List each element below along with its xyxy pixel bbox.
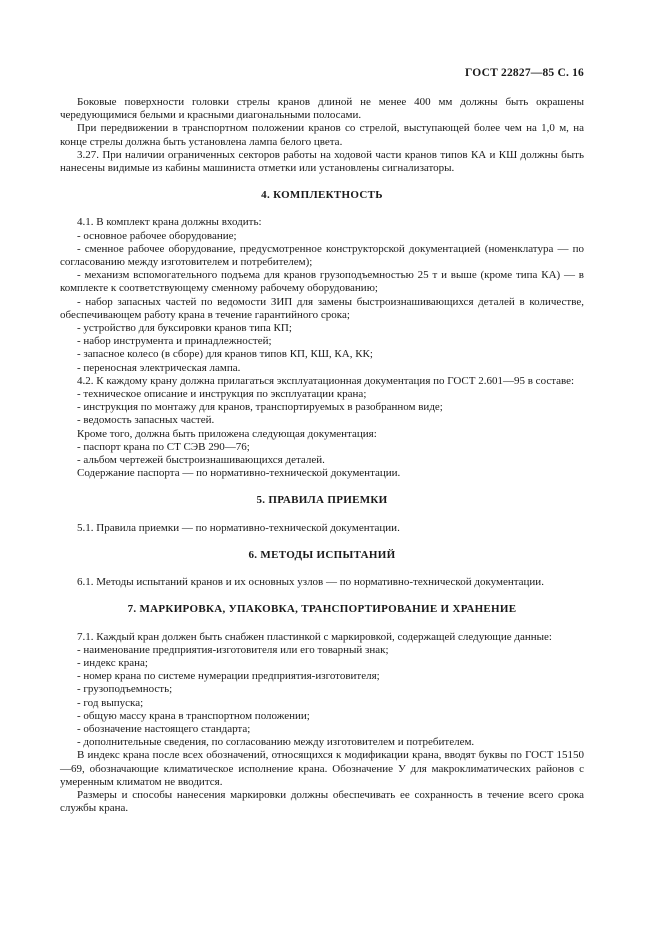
list-item: - дополнительные сведения, по согласованию между изготовителем и потребителем. [77,736,475,749]
paragraph: 5.1. Правила приемки — по нормативно-технической документации. [77,521,400,534]
paragraph: 6.1. Методы испытаний кранов и их основных узлов — по нормативно-технической документации. [77,576,544,589]
list-item: - механизм вспомогательного подъема для кранов грузоподъемностью 25 т и выше (кроме типа КА) — в комплекте к соответствующему сменному рабочему оборудованию; [60,269,584,295]
list-item: - общую массу крана в транспортном положении; [77,709,310,722]
list-item: - грузоподъемность; [77,683,173,696]
section-heading-4: 4. КОМПЛЕКТНОСТЬ [261,189,383,202]
list-item: - год выпуска; [77,696,144,709]
list-item: - техническое описание и инструкция по эксплуатации крана; [77,388,367,401]
list-item: - основное рабочее оборудование; [77,229,237,242]
list-item: - инструкция по монтажу для кранов, транспортируемых в разобранном виде; [77,401,443,414]
paragraph: Боковые поверхности головки стрелы кранов длиной не менее 400 мм должны быть окрашены чередующимися белыми и красными диагональными полосами. [60,96,584,122]
paragraph: В индекс крана после всех обозначений, относящихся к модификации крана, вводят буквы по ГОСТ 15150—69, обозначающие климатическое исполнение крана. Обозначение У для макроклиматических районов с умеренным климатом не вводится. [60,749,584,788]
paragraph: Кроме того, должна быть приложена следующая документация: [77,427,377,440]
list-item: - наименование предприятия-изготовителя или его товарный знак; [77,643,389,656]
paragraph: 7.1. Каждый кран должен быть снабжен пластинкой с маркировкой, содержащей следующие данные: [77,630,552,643]
list-item: - номер крана по системе нумерации предприятия-изготовителя; [77,670,380,683]
list-item: - устройство для буксировки кранов типа КП; [77,322,292,335]
paragraph: При передвижении в транспортном положении кранов со стрелой, выступающей более чем на 1,0 м, на конце стрелы должна быть установлена лампа белого цвета. [60,122,584,148]
list-item: - альбом чертежей быстроизнашивающихся деталей. [77,454,325,467]
section-heading-5: 5. ПРАВИЛА ПРИЕМКИ [256,494,388,507]
paragraph: 4.1. В комплект крана должны входить: [77,216,262,229]
paragraph: 3.27. При наличии ограниченных секторов работы на ходовой части кранов типов КА и КШ должны быть нанесены видимые из кабины машиниста отметки или установлены сигнализаторы. [60,148,584,175]
list-item: - обозначение настоящего стандарта; [77,722,251,735]
list-item: - набор запасных частей по ведомости ЗИП для замены быстроизнашивающихся деталей в количестве, обеспечивающем работу крана в течение гарантийного срока; [60,295,584,321]
list-item: - ведомость запасных частей. [77,414,215,427]
paragraph: Содержание паспорта — по нормативно-технической документации. [77,467,401,480]
list-item: - индекс крана; [77,656,148,669]
document-page [60,0,584,936]
document-body [60,96,584,815]
section-heading-7: 7. МАРКИРОВКА, УПАКОВКА, ТРАНСПОРТИРОВАНИЕ И ХРАНЕНИЕ [127,603,517,616]
page-header: ГОСТ 22827—85 С. 16 [465,67,584,79]
paragraph: Размеры и способы нанесения маркировки должны обеспечивать ее сохранность в течение всего срока службы крана. [60,788,584,815]
list-item: - паспорт крана по СТ СЭВ 290—76; [77,440,250,453]
list-item: - набор инструмента и принадлежностей; [77,335,272,348]
paragraph: 4.2. К каждому крану должна прилагаться эксплуатационная документация по ГОСТ 2.601—95 в составе: [77,374,575,387]
list-item: - сменное рабочее оборудование, предусмотренное конструкторской документацией (номенклатура — по согласованию между изготовителем и потребителем); [60,242,584,269]
list-item: - переносная электрическая лампа. [77,361,241,374]
section-heading-6: 6. МЕТОДЫ ИСПЫТАНИЙ [248,548,396,561]
list-item: - запасное колесо (в сборе) для кранов типов КП, КШ, КА, КК; [77,348,373,361]
